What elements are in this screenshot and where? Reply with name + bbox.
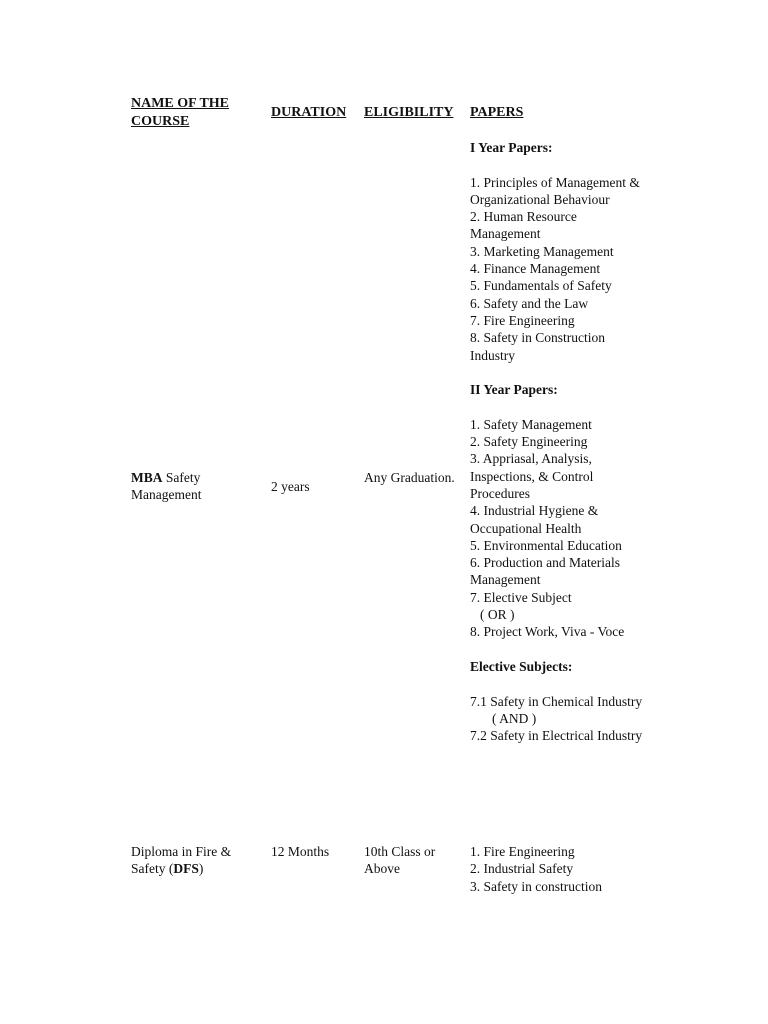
list-item: 4. Finance Management xyxy=(470,261,601,277)
and-separator: ( AND ) xyxy=(492,710,537,726)
list-item: 3. Appriasal, Analysis, Inspections, & Control Procedures xyxy=(470,451,594,501)
header-papers: PAPERS xyxy=(470,105,524,120)
list-item: 1. Fire Engineering xyxy=(470,844,575,859)
list-item: 2. Human Resource Management xyxy=(470,209,577,242)
list-item: 3. Safety in construction xyxy=(470,878,602,894)
or-separator: ( OR ) xyxy=(480,607,515,623)
dfs-eligibility: 10th Class or Above xyxy=(364,844,436,877)
list-item: 7.1 Safety in Chemical Industry xyxy=(470,693,643,709)
elective-list xyxy=(470,693,645,745)
dfs-course-pre: Diploma in Fire & Safety ( xyxy=(131,844,232,877)
elective-title: Elective Subjects: xyxy=(470,658,573,674)
list-item: 6. Safety and the Law xyxy=(470,295,589,311)
mba-papers xyxy=(470,139,645,744)
list-item: 7.2 Safety in Electrical Industry xyxy=(470,728,643,744)
list-item: 4. Industrial Hygiene & Occupational Health xyxy=(470,503,599,536)
dfs-papers xyxy=(470,843,645,895)
list-item: 8. Project Work, Viva - Voce xyxy=(470,624,625,640)
list-item: 6. Production and Materials Management xyxy=(470,555,620,588)
list-item: 1. Principles of Management & Organizational Behaviour xyxy=(470,174,640,207)
mba-eligibility: Any Graduation. xyxy=(364,470,455,485)
year2-list xyxy=(470,416,645,641)
dfs-duration: 12 Months xyxy=(271,844,330,859)
header-course: NAME OF THE COURSE xyxy=(131,96,230,129)
dfs-course-post: ) xyxy=(198,861,204,877)
dfs-course-name xyxy=(131,843,261,878)
list-item: 2. Industrial Safety xyxy=(470,861,574,877)
header-eligibility: ELIGIBILITY xyxy=(364,105,454,120)
mba-course-abbr: MBA xyxy=(131,470,163,485)
list-item: 5. Environmental Education xyxy=(470,537,622,553)
list-item: 8. Safety in Construction Industry xyxy=(470,330,605,363)
list-item: 5. Fundamentals of Safety xyxy=(470,278,612,294)
dfs-course-abbr: DFS xyxy=(173,861,199,877)
year1-title: I Year Papers: xyxy=(470,140,553,155)
mba-course-rest: Safety Management xyxy=(131,470,202,503)
year2-title: II Year Papers: xyxy=(470,382,558,398)
list-item: 1. Safety Management xyxy=(470,416,592,432)
list-item: 7. Fire Engineering xyxy=(470,312,575,328)
list-item: 7. Elective Subject xyxy=(470,589,572,605)
list-item: 3. Marketing Management xyxy=(470,243,614,259)
list-item: 2. Safety Engineering xyxy=(470,434,588,450)
mba-course-name xyxy=(131,469,261,504)
mba-duration: 2 years xyxy=(271,479,310,494)
header-duration: DURATION xyxy=(271,105,347,120)
year1-list xyxy=(470,174,645,364)
